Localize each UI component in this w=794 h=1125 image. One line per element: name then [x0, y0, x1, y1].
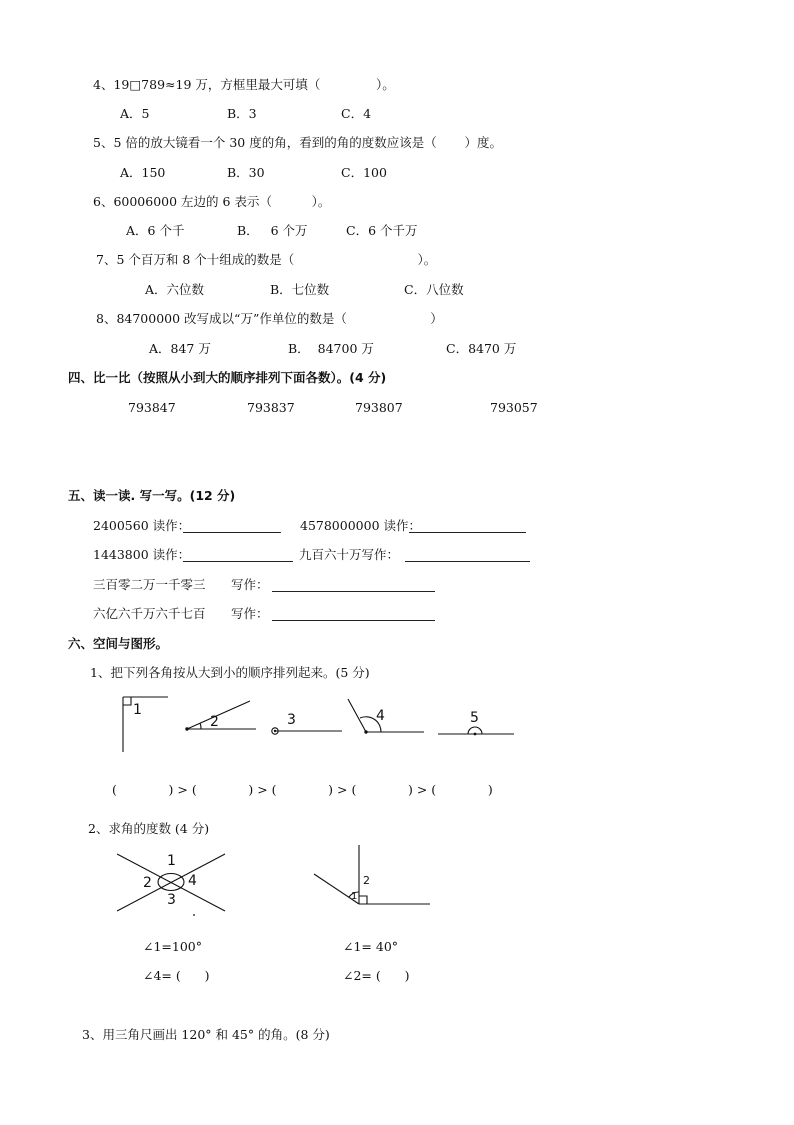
- read-label-1: 2400560 读作：: [93, 518, 191, 533]
- fig1-label: 3: [167, 892, 176, 908]
- read-label-2: 4578000000 读作：: [300, 518, 422, 533]
- answer-blank[interactable]: [272, 620, 435, 621]
- q5-option-c[interactable]: C．100: [341, 165, 387, 180]
- write-label-2: 三百零二万一千零三: [93, 577, 206, 592]
- section-4-title: 四、比一比（按照从小到大的顺序排列下面各数）。(4 分): [68, 370, 387, 385]
- find-angle-2[interactable]: ∠2= ( ): [343, 968, 410, 983]
- given-angle-1: ∠1=100°: [143, 939, 203, 954]
- q8-option-a[interactable]: A．847 万: [149, 341, 211, 356]
- q8-stem: 8、84700000 改写成以“万”作单位的数是（ ）: [96, 311, 443, 326]
- q6-option-a[interactable]: A．6 个千: [126, 223, 185, 238]
- geometry-q1: 1、把下列各角按从大到小的顺序排列起来。(5 分): [90, 665, 370, 680]
- answer-blank[interactable]: [183, 532, 281, 533]
- q4-stem: 4、19□789≈19 万，方框里最大可填（ ）。: [93, 77, 395, 92]
- q6-stem: 6、60006000 左边的 6 表示（ ）。: [93, 194, 331, 209]
- geometry-q2: 2、求角的度数 (4 分): [88, 821, 210, 836]
- section-6-title: 六、空间与图形。: [68, 636, 169, 651]
- fig1-label: 2: [143, 875, 152, 891]
- q7-stem: 7、5 个百万和 8 个十组成的数是（ ）。: [96, 252, 437, 267]
- write-label-1: 九百六十万写作：: [299, 547, 400, 562]
- compare-number: 793057: [490, 400, 538, 415]
- answer-blank[interactable]: [405, 561, 530, 562]
- q5-option-a[interactable]: A．150: [120, 165, 166, 180]
- answer-blank[interactable]: [272, 591, 435, 592]
- write-label-3: 六亿六千万六千七百: [93, 606, 206, 621]
- q5-option-b[interactable]: B．30: [227, 165, 265, 180]
- angle-label: 3: [287, 712, 296, 728]
- fig1-label: 1: [167, 853, 176, 869]
- q7-option-a[interactable]: A．六位数: [145, 282, 205, 297]
- angle-label: 1: [133, 702, 142, 718]
- find-angle-4[interactable]: ∠4= ( ): [143, 968, 210, 983]
- compare-number: 793807: [355, 400, 403, 415]
- section-5-title: 五、读一读. 写一写。(12 分): [68, 488, 236, 503]
- q8-option-b[interactable]: B． 84700 万: [288, 341, 374, 356]
- angle-label: 4: [376, 708, 385, 724]
- q4-option-b[interactable]: B．3: [227, 106, 257, 121]
- answer-blank[interactable]: [409, 532, 526, 533]
- q4-option-a[interactable]: A．5: [120, 106, 150, 121]
- read-label-3: 1443800 读作：: [93, 547, 191, 562]
- q7-option-b[interactable]: B．七位数: [270, 282, 330, 297]
- given-angle-1-fig2: ∠1= 40°: [343, 939, 399, 954]
- q6-option-b[interactable]: B． 6 个万: [237, 223, 308, 238]
- q5-stem: 5、5 倍的放大镜看一个 30 度的角，看到的角的度数应该是（ ）度。: [93, 135, 503, 150]
- fig2-label: 1: [351, 891, 358, 902]
- compare-number: 793847: [128, 400, 176, 415]
- write-label-3-suffix: 写作：: [231, 606, 269, 621]
- fig1-label: 4: [188, 873, 197, 889]
- order-blanks[interactable]: ( ) > ( ) > ( ) > ( ) > ( ): [112, 782, 493, 797]
- q8-option-c[interactable]: C．8470 万: [446, 341, 517, 356]
- answer-blank[interactable]: [183, 561, 293, 562]
- angle-label: 2: [210, 714, 219, 730]
- angle-label: 5: [470, 710, 479, 726]
- write-label-2-suffix: 写作：: [231, 577, 269, 592]
- compare-number: 793837: [247, 400, 295, 415]
- fig2-label: 2: [363, 874, 370, 887]
- geometry-q3: 3、用三角尺画出 120° 和 45° 的角。(8 分): [82, 1027, 330, 1042]
- q4-option-c[interactable]: C．4: [341, 106, 372, 121]
- q6-option-c[interactable]: C．6 个千万: [346, 223, 418, 238]
- q7-option-c[interactable]: C．八位数: [404, 282, 464, 297]
